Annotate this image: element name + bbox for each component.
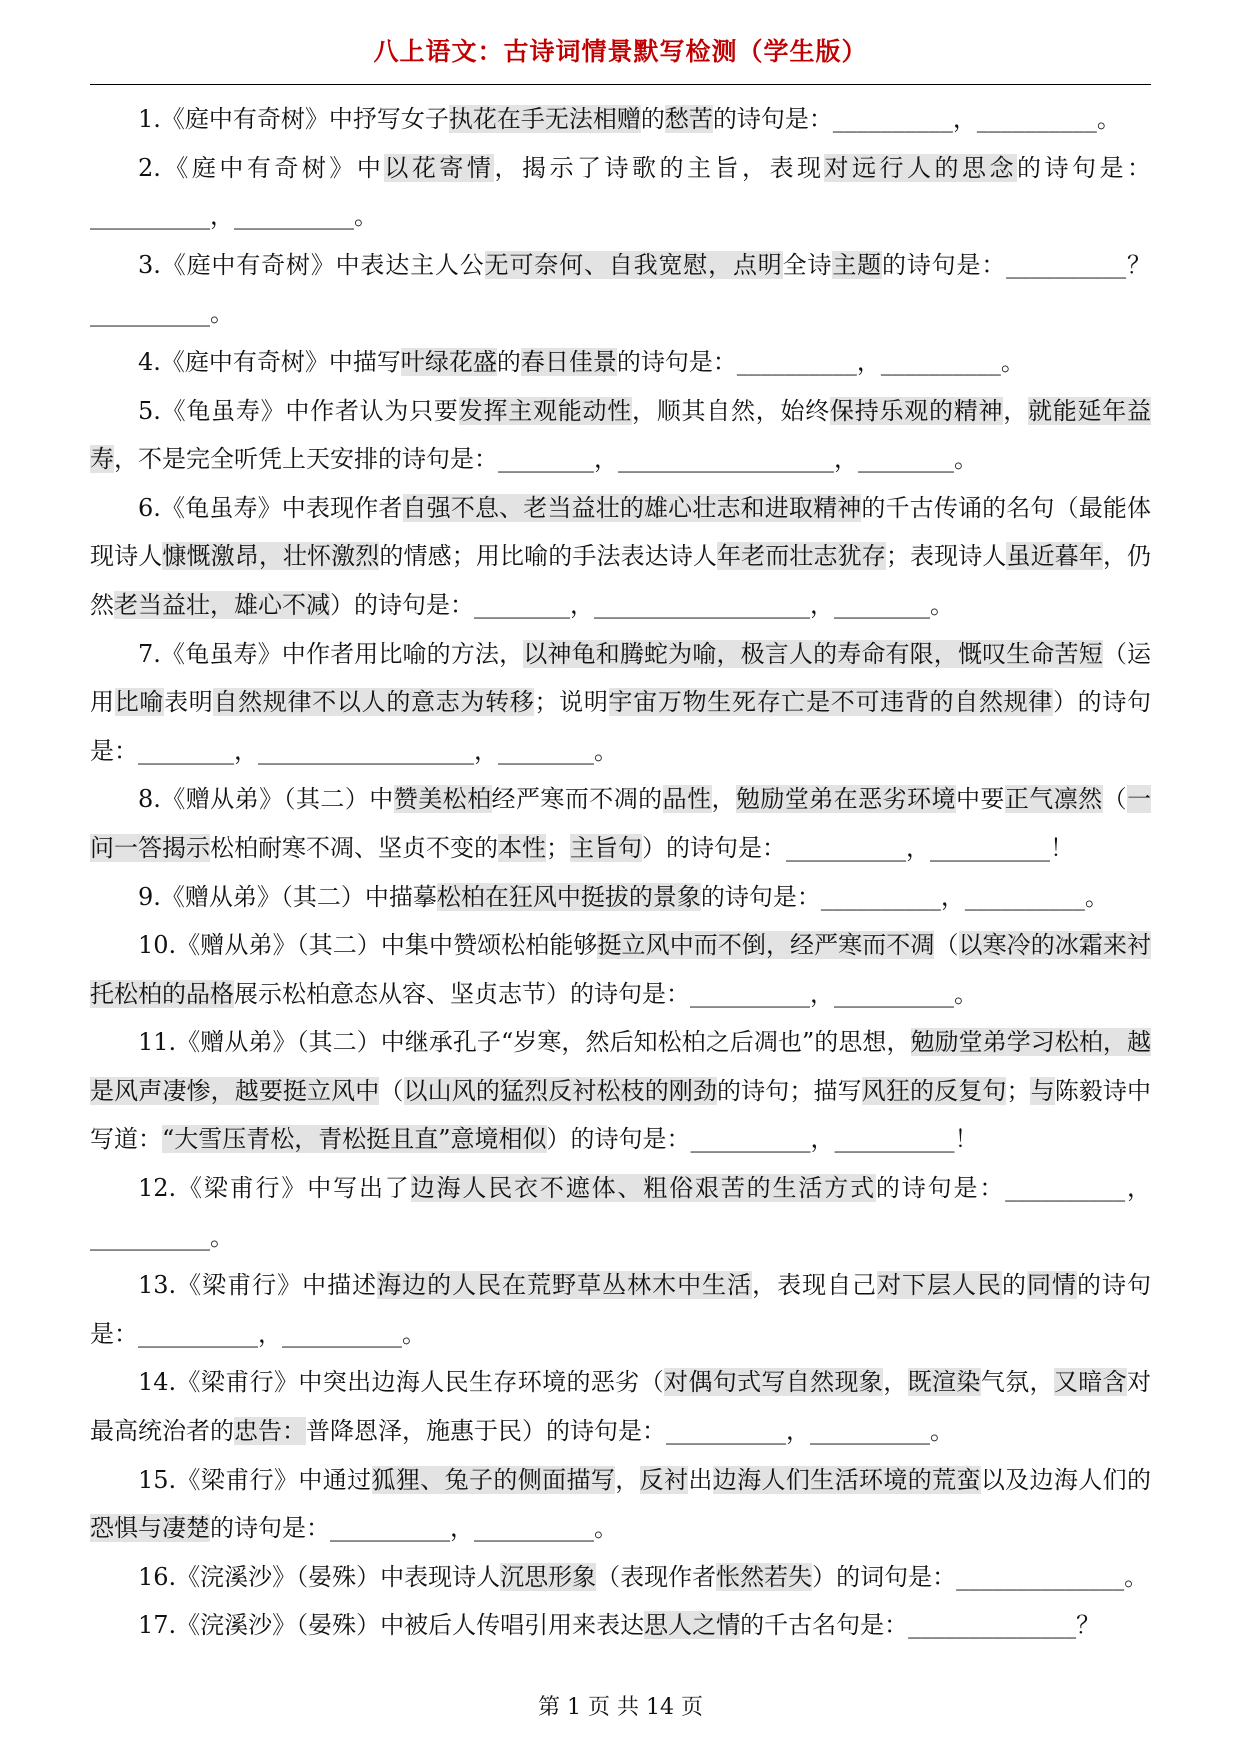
highlighted-phrase: 本性 <box>498 833 546 862</box>
question-text: 的诗句是：__________，__________。 <box>700 882 1109 911</box>
question-text: 的情感；用比喻的手法表达诗人 <box>379 542 718 571</box>
question-text: （ <box>379 1076 404 1105</box>
question-text: 13.《梁甫行》中描述 <box>138 1271 378 1300</box>
question-text: 5.《龟虽寿》中作者认为只要 <box>138 396 459 425</box>
question-text: （ <box>934 931 959 960</box>
question-item <box>90 144 1151 241</box>
question-text: ；表现诗人 <box>885 542 1007 571</box>
question-text: 15.《梁甫行》中通过 <box>138 1465 372 1494</box>
question-text: 的诗句是：__________，__________。 <box>90 1174 1152 1251</box>
highlighted-phrase: 品性 <box>662 785 712 814</box>
highlighted-phrase: 主题 <box>832 250 882 279</box>
highlighted-phrase: “大雪压青松，青松挺且直”意境相似 <box>162 1125 547 1154</box>
question-text: 的 <box>1002 1271 1028 1300</box>
question-item <box>90 1456 1151 1553</box>
highlighted-phrase: 无可奈何、自我宽慰，点明 <box>484 250 783 279</box>
question-text: 陈毅诗中写道： <box>90 1076 1152 1154</box>
highlighted-phrase: 以花寄情 <box>384 153 495 182</box>
question-text: 的千古名句是：______________？ <box>740 1611 1101 1640</box>
question-text: 14.《梁甫行》中突出边海人民生存环境的恶劣（ <box>138 1368 664 1397</box>
highlighted-phrase: 边海人们生活环境的荒蛮 <box>712 1465 981 1494</box>
question-text: 气氛， <box>980 1368 1054 1397</box>
question-text: 的 <box>640 105 665 133</box>
highlighted-phrase: 正气凛然 <box>1004 785 1103 814</box>
question-text: 全诗 <box>782 250 833 279</box>
highlighted-phrase: 一问一答揭示 <box>90 785 1152 862</box>
page-number: 第 1 页 共 14 页 <box>538 1695 703 1720</box>
question-text: 9.《赠从弟》（其二）中描摹 <box>138 882 437 911</box>
highlighted-phrase: 以山风的猛烈反衬松枝的刚劲 <box>403 1076 718 1105</box>
question-text: ， <box>615 1465 640 1494</box>
question-text: 对最高统治者的 <box>90 1368 1152 1446</box>
highlighted-phrase: 春日佳景 <box>520 347 617 376</box>
question-text: ，顺其自然，始终 <box>631 396 830 425</box>
question-item <box>90 1261 1151 1358</box>
highlighted-phrase: 虽近暮年 <box>1006 542 1103 571</box>
question-text: 的诗句是：__________？__________。 <box>90 250 1151 328</box>
question-text: 7.《龟虽寿》中作者用比喻的方法， <box>138 639 524 668</box>
question-text: 11.《赠从弟》（其二）中继承孔子“岁寒，然后知松柏之后凋也”的思想， <box>138 1028 911 1057</box>
highlighted-phrase: 对远行人的思念 <box>824 153 1017 182</box>
question-item <box>90 338 1151 387</box>
highlighted-phrase: 发挥主观能动性 <box>458 396 632 425</box>
question-text: 普降恩泽，施惠于民）的诗句是：__________，__________。 <box>306 1417 954 1446</box>
highlighted-phrase: 对下层人民 <box>877 1271 1003 1300</box>
highlighted-phrase: 愁苦 <box>664 105 713 133</box>
highlighted-phrase: 勉励堂弟在恶劣环境 <box>735 785 956 814</box>
question-item <box>90 873 1151 922</box>
highlighted-phrase: 就能延年益寿 <box>90 396 1152 474</box>
question-text: ）的诗句是：__________，__________！ <box>642 833 1074 862</box>
highlighted-phrase: 与 <box>1030 1076 1055 1105</box>
header-divider <box>90 84 1151 85</box>
question-text: （ <box>1102 785 1128 814</box>
question-item <box>90 1018 1151 1164</box>
question-text: 16.《浣溪沙》（晏殊）中表现诗人 <box>138 1562 501 1591</box>
highlighted-phrase: 宇宙万物生死存亡是不可违背的自然规律 <box>608 688 1053 717</box>
highlighted-phrase: 慷慨激昂，壮怀激烈 <box>162 542 380 571</box>
document-title: 八上语文：古诗词情景默写检测（学生版） <box>373 37 868 66</box>
question-text: ； <box>1006 1076 1031 1105</box>
question-text: ， <box>1003 396 1029 425</box>
question-text: 中要 <box>955 785 1005 814</box>
highlighted-phrase: 老当益壮，雄心不减 <box>114 590 330 619</box>
question-list <box>90 95 1151 1650</box>
question-text: 12.《梁甫行》中写出了 <box>138 1174 411 1203</box>
question-text: 的诗句是：__________，__________。 <box>90 1271 1152 1348</box>
question-text: 的 <box>496 347 521 376</box>
question-text: 经严寒而不凋的 <box>491 785 663 814</box>
highlighted-phrase: 同情 <box>1027 1271 1078 1300</box>
highlighted-phrase: 年老而壮志犹存 <box>717 542 886 571</box>
question-text: 10.《赠从弟》（其二）中集中赞颂松柏能够 <box>138 931 598 960</box>
highlighted-phrase: 忠告： <box>234 1417 306 1446</box>
question-item <box>90 95 1151 144</box>
question-text: 17.《浣溪沙》（晏殊）中被后人传唱引用来表达 <box>138 1611 645 1640</box>
question-item <box>90 241 1151 338</box>
question-text: 4.《庭中有奇树》中描写 <box>138 347 401 376</box>
question-item <box>90 1601 1151 1650</box>
question-text: 的诗句是：__________，__________。 <box>712 105 1121 133</box>
question-text: 的诗句是：__________，__________。 <box>210 1514 618 1543</box>
highlighted-phrase: 赞美松柏 <box>393 785 492 814</box>
question-text: ； <box>546 833 570 862</box>
highlighted-phrase: 思人之情 <box>644 1611 741 1640</box>
question-text: （表现作者 <box>596 1562 717 1591</box>
highlighted-phrase: 以寒冷的冰霜来衬托松柏的品格 <box>90 931 1152 1008</box>
highlighted-phrase: 勉励堂弟学习松柏，越是风声凄惨，越要挺立风中 <box>90 1028 1151 1105</box>
question-item <box>90 484 1151 630</box>
highlighted-phrase: 主旨句 <box>570 833 642 862</box>
question-text: 8.《赠从弟》（其二）中 <box>138 785 394 814</box>
highlighted-phrase: 海边的人民在荒野草丛林木中生活 <box>377 1271 753 1300</box>
question-text: 以及边海人们的 <box>980 1465 1152 1494</box>
highlighted-phrase: 执花在手无法相赠 <box>448 105 641 133</box>
highlighted-phrase: 保持乐观的精神 <box>830 396 1004 425</box>
question-text: ，揭示了诗歌的主旨，表现 <box>494 153 825 182</box>
highlighted-phrase: 狐狸、兔子的侧面描写 <box>371 1465 616 1494</box>
highlighted-phrase: 以神龟和腾蛇为喻，极言人的寿命有限，慨叹生命苦短 <box>523 639 1103 668</box>
highlighted-phrase: 恐惧与凄楚 <box>90 1514 210 1543</box>
question-text: 1.《庭中有奇树》中抒写女子 <box>138 105 449 133</box>
question-text: （运用 <box>90 639 1152 717</box>
highlighted-phrase: 反衬 <box>639 1465 689 1494</box>
question-item <box>90 775 1151 872</box>
highlighted-phrase: 自强不息、老当益壮的雄心壮志和进取精神 <box>402 493 862 522</box>
highlighted-phrase: 自然规律不以人的意志为转移 <box>213 688 535 717</box>
question-text: ）的诗句是：________，__________________，________。 <box>330 590 954 619</box>
question-text: ）的诗句是：__________，__________！ <box>546 1125 979 1154</box>
question-item <box>90 1164 1151 1261</box>
question-text: 的千古传诵的名句（最能体现诗人 <box>90 493 1152 571</box>
question-item <box>90 1553 1151 1602</box>
highlighted-phrase: 既渲染 <box>907 1368 981 1397</box>
highlighted-phrase: 对偶句式写自然现象 <box>663 1368 884 1397</box>
highlighted-phrase: 怅然若失 <box>716 1562 813 1591</box>
question-text: ）的词句是：______________。 <box>812 1562 1149 1591</box>
question-text: ， <box>711 785 736 814</box>
highlighted-phrase: 风狂的反复句 <box>861 1076 1007 1105</box>
highlighted-phrase: 沉思形象 <box>500 1562 597 1591</box>
question-text: ，表现自己 <box>752 1271 878 1300</box>
question-text: 的诗句是：__________，__________。 <box>616 347 1025 376</box>
highlighted-phrase: 挺立风中而不倒，经严寒而不凋 <box>597 931 935 960</box>
highlighted-phrase: 又暗含 <box>1053 1368 1128 1397</box>
question-text: 的诗句；描写 <box>717 1076 862 1105</box>
question-text: ）的诗句是：________，__________________，________。 <box>90 688 1152 765</box>
question-text: 3.《庭中有奇树》中表达主人公 <box>138 250 485 279</box>
highlighted-phrase: 叶绿花盛 <box>400 347 497 376</box>
highlighted-phrase: 比喻 <box>114 688 165 717</box>
question-text: ， <box>883 1368 908 1397</box>
question-text: 展示松柏意态从容、坚贞志节）的诗句是：__________，__________。 <box>234 979 978 1008</box>
question-text: 的诗句是：__________，__________。 <box>90 153 1152 231</box>
question-text: ；说明 <box>534 688 609 717</box>
question-text: ，不是完全听凭上天安排的诗句是：________，__________________，________。 <box>114 445 978 474</box>
highlighted-phrase: 松柏在狂风中挺拔的景象 <box>436 882 701 911</box>
question-text: 松柏耐寒不凋、坚贞不变的 <box>210 833 498 862</box>
question-text: ，仍然 <box>90 542 1152 619</box>
question-item <box>90 387 1151 484</box>
question-text: 表明 <box>164 688 214 717</box>
question-text: 6.《龟虽寿》中表现作者 <box>138 493 403 522</box>
question-text: 2.《庭中有奇树》中 <box>138 153 385 182</box>
highlighted-phrase: 边海人民衣不遮体、粗俗艰苦的生活方式 <box>410 1174 876 1203</box>
question-item <box>90 1358 1151 1455</box>
question-item <box>90 921 1151 1018</box>
question-item <box>90 630 1151 776</box>
question-text: 出 <box>688 1465 713 1494</box>
